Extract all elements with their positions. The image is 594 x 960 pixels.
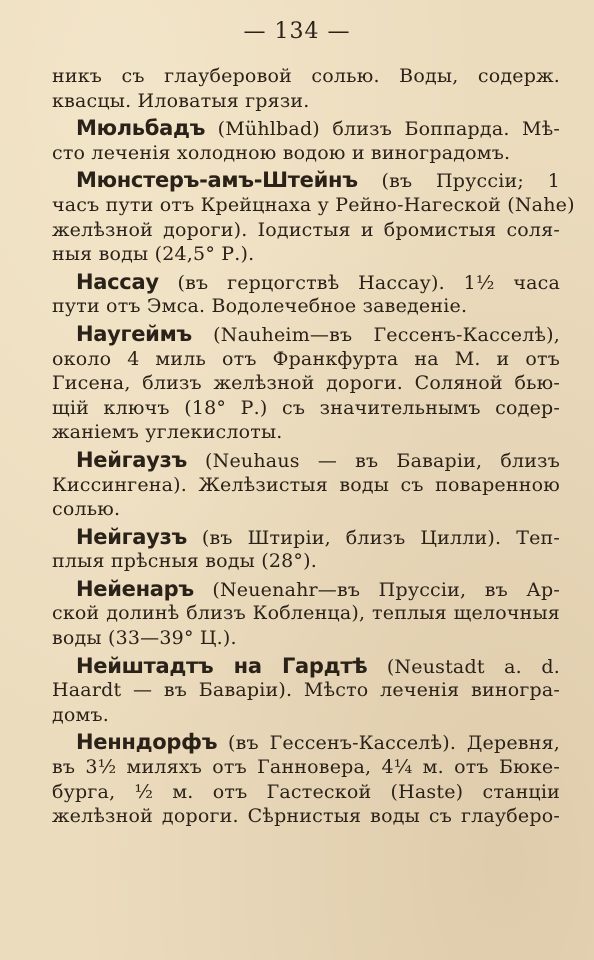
entry-heading: Нассау bbox=[76, 269, 159, 294]
line-text: ской долинѣ близъ Кобленца), теплыя щелочныя bbox=[52, 602, 560, 625]
line-text: (Neuhaus — въ Баваріи, близъ bbox=[186, 449, 560, 472]
text-line bbox=[52, 89, 560, 114]
text-line bbox=[52, 626, 560, 651]
text-line bbox=[52, 804, 560, 829]
line-text: (въ Гессенъ-Касселѣ). Деревня, bbox=[217, 732, 560, 755]
line-text: Haardt — въ Баваріи). Мѣсто леченія виногра- bbox=[52, 679, 560, 702]
entry-first-line bbox=[52, 270, 560, 295]
entry-first-line bbox=[52, 577, 560, 602]
text-line bbox=[52, 755, 560, 780]
line-text: сто леченія холодною водою и виноградомъ. bbox=[52, 141, 511, 164]
text-line bbox=[52, 371, 560, 396]
line-text: (Nauheim—въ Гессенъ-Касселѣ), bbox=[191, 323, 560, 346]
line-text: пути отъ Эмса. Водолечебное заведеніе. bbox=[52, 295, 468, 318]
line-text: (Neuenahr—въ Пруссіи, въ Ар- bbox=[193, 578, 560, 601]
line-text: домъ. bbox=[52, 703, 110, 726]
entry-first-line bbox=[52, 448, 560, 473]
line-text: (въ Пруссіи; 1 bbox=[357, 170, 560, 193]
entry-first-line bbox=[52, 322, 560, 347]
line-text: (Mühlbad) близъ Боппарда. Мѣ- bbox=[205, 118, 560, 141]
page-number: — 134 — bbox=[243, 19, 351, 44]
text-line bbox=[52, 64, 560, 89]
entry-heading: Мюнстеръ-амъ-Штейнъ bbox=[76, 168, 358, 193]
text-line bbox=[52, 242, 560, 267]
entry-heading: Мюльбадъ bbox=[76, 116, 206, 141]
line-text: около 4 миль отъ Франкфурта на М. и отъ bbox=[52, 347, 560, 370]
entry-heading: Нейштадтъ на Гардтѣ bbox=[76, 653, 368, 678]
line-text: желѣзной дороги. Сѣрнистыя воды съ глауберо- bbox=[52, 805, 560, 828]
line-text: жаніемъ углекислоты. bbox=[52, 421, 283, 444]
entry-first-line bbox=[52, 730, 560, 755]
entry-heading: Нейгаузъ bbox=[76, 447, 187, 472]
text-line bbox=[52, 703, 560, 728]
line-text: (въ герцогствѣ Нассау). 1½ часа bbox=[158, 271, 560, 294]
entry-first-line bbox=[52, 116, 560, 141]
text-line bbox=[52, 780, 560, 805]
text-line bbox=[52, 396, 560, 421]
text-line bbox=[52, 218, 560, 243]
line-text: никъ съ глауберовой солью. Воды, содерж. bbox=[52, 65, 560, 87]
text-line bbox=[52, 549, 560, 574]
text-line bbox=[52, 141, 560, 166]
text-line bbox=[52, 473, 560, 498]
entry-heading: Нейгаузъ bbox=[76, 524, 187, 549]
entry-heading: Ненндорфъ bbox=[76, 730, 218, 755]
line-text: Киссингена). Желѣзистыя воды съ поваренною bbox=[52, 473, 560, 496]
text-line bbox=[52, 601, 560, 626]
entry-first-line bbox=[52, 525, 560, 550]
entry-first-line bbox=[52, 168, 560, 193]
line-text: щій ключъ (18° Р.) съ значительнымъ содер- bbox=[52, 396, 560, 419]
entry-first-line bbox=[52, 654, 560, 679]
text-line bbox=[52, 193, 575, 218]
line-text: желѣзной дороги). Іодистыя и бромистыя соля- bbox=[52, 218, 560, 241]
line-text: плыя прѣсныя воды (28°). bbox=[52, 550, 317, 573]
line-text: (въ Штиріи, близъ Цилли). Теп- bbox=[186, 526, 560, 549]
line-text: бурга, ½ м. отъ Гастеской (Haste) станціи bbox=[52, 780, 560, 803]
page-body-text bbox=[52, 64, 575, 829]
entry-heading: Нейенаръ bbox=[76, 576, 194, 601]
text-line bbox=[52, 678, 560, 703]
line-text: воды (33—39° Ц.). bbox=[52, 627, 237, 650]
entry-heading: Наугеймъ bbox=[76, 321, 192, 346]
text-line bbox=[52, 497, 560, 522]
line-text: ныя воды (24,5° Р.). bbox=[52, 243, 255, 266]
text-line bbox=[52, 347, 560, 372]
line-text: квасцы. Иловатыя грязи. bbox=[52, 89, 310, 112]
line-text: въ 3½ миляхъ отъ Ганновера, 4¼ м. отъ Бюке- bbox=[52, 756, 560, 779]
line-text: часъ пути отъ Крейцнаха у Рейно-Нагеской (Nahe) bbox=[52, 193, 575, 216]
line-text: Гисена, близъ желѣзной дороги. Соляной бью- bbox=[52, 372, 560, 395]
text-line bbox=[52, 294, 560, 319]
text-line bbox=[52, 420, 560, 445]
line-text: солью. bbox=[52, 498, 121, 521]
line-text: (Neustadt a. d. bbox=[367, 655, 560, 678]
